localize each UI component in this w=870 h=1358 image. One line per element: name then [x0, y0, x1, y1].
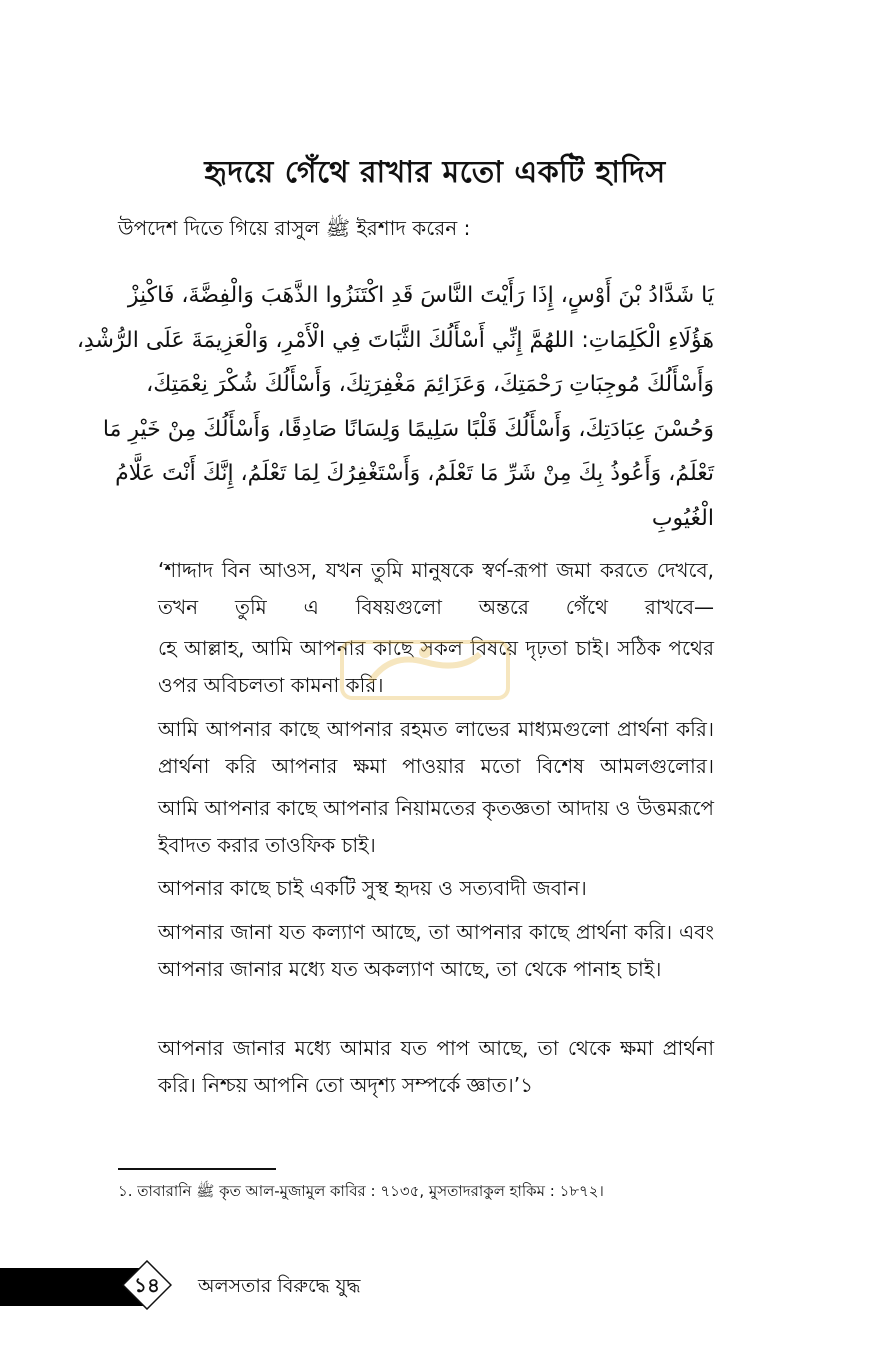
- translation-paragraph: আপনার জানার মধ্যে আমার যত পাপ আছে, তা থেকে ক্ষমা প্রার্থনা করি। নিশ্চয় আপনি তো অদৃশ্য সম্পর্কে জ্ঞাত।’১: [158, 1036, 714, 1097]
- arabic-line: هَؤُلَاءِ الْكَلِمَاتِ: اللهُمَّ إِنِّي أَسْأَلُكَ الثَّبَاتَ فِي الْأَمْرِ، وَالْعَزِيمَةَ عَلَى الرُّشْدِ،: [76, 327, 714, 353]
- translation-paragraph: ‘শাদ্দাদ বিন আওস, যখন তুমি মানুষকে স্বর্ণ-রূপা জমা করতে দেখবে, তখন তুমি এ বিষয়গুলো অন্তরে গেঁথে রাখবে—: [158, 558, 714, 619]
- chapter-heading: হৃদয়ে গেঁথে রাখার মতো একটি হাদিস: [204, 155, 666, 190]
- footnote-divider: [118, 1168, 276, 1170]
- translation-paragraph: আপনার জানা যত কল্যাণ আছে, তা আপনার কাছে প্রার্থনা করি। এবং আপনার জানার মধ্যে যত অকল্যাণ আছে, তা থেকে পানাহ চাই।: [158, 920, 714, 981]
- arabic-line: وَأَسْأَلُكَ مُوجِبَاتِ رَحْمَتِكَ، وَعَزَائِمَ مَغْفِرَتِكَ، وَأَسْأَلُكَ شُكْرَ نِعْمَتِكَ،: [146, 372, 714, 397]
- intro-line: উপদেশ দিতে গিয়ে রাসুল ﷺ ইরশাদ করেন :: [118, 216, 471, 240]
- translation-paragraph: আপনার কাছে চাই একটি সুস্থ হৃদয় ও সত্যবাদী জবান।: [158, 876, 587, 900]
- arabic-line: الْغُيُوبِ: [651, 505, 714, 531]
- arabic-line: وَحُسْنَ عِبَادَتِكَ، وَأَسْأَلُكَ قَلْبًا سَلِيمًا وَلِسَانًا صَادِقًا، وَأَسْأَلُكَ مِنْ خَيْرِ مَا: [102, 416, 714, 442]
- translation-paragraph: আমি আপনার কাছে আপনার নিয়ামতের কৃতজ্ঞতা আদায় ও উত্তমরূপে ইবাদত করার তাওফিক চাই।: [158, 796, 714, 857]
- arabic-line: يَا شَدَّادُ بْنَ أَوْسٍ، إِذَا رَأَيْتَ النَّاسَ قَدِ اكْتَنَزُوا الذَّهَبَ وَالْفِضَّةَ، فَاكْنِزْ: [127, 283, 714, 308]
- arabic-hadith: [76, 274, 714, 541]
- translation-paragraph: হে আল্লাহ, আমি আপনার কাছে সকল বিষয়ে দৃঢ়তা চাই। সঠিক পথের ওপর অবিচলতা কামনা করি।: [158, 636, 714, 697]
- page-number: ১৪: [134, 1273, 160, 1297]
- watermark-logo: [330, 632, 520, 708]
- footnote: ১. তাবারানি ﷺ কৃত আল-মুজামুল কাবির : ৭১৩৫, মুসতাদরাকুল হাকিম : ১৮৭২।: [118, 1182, 604, 1200]
- translation-paragraph: আমি আপনার কাছে আপনার রহমত লাভের মাধ্যমগুলো প্রার্থনা করি। প্রার্থনা করি আপনার ক্ষমা পাওয়ার মতো বিশেষ আমলগুলোর।: [158, 717, 714, 778]
- book-title: অলসতার বিরুদ্ধে যুদ্ধ: [198, 1275, 361, 1297]
- arabic-line: تَعْلَمُ، وَأَعُوذُ بِكَ مِنْ شَرِّ مَا تَعْلَمُ، وَأَسْتَغْفِرُكَ لِمَا تَعْلَمُ، إِنَّكَ أَنْتَ عَلَّامُ: [115, 461, 714, 486]
